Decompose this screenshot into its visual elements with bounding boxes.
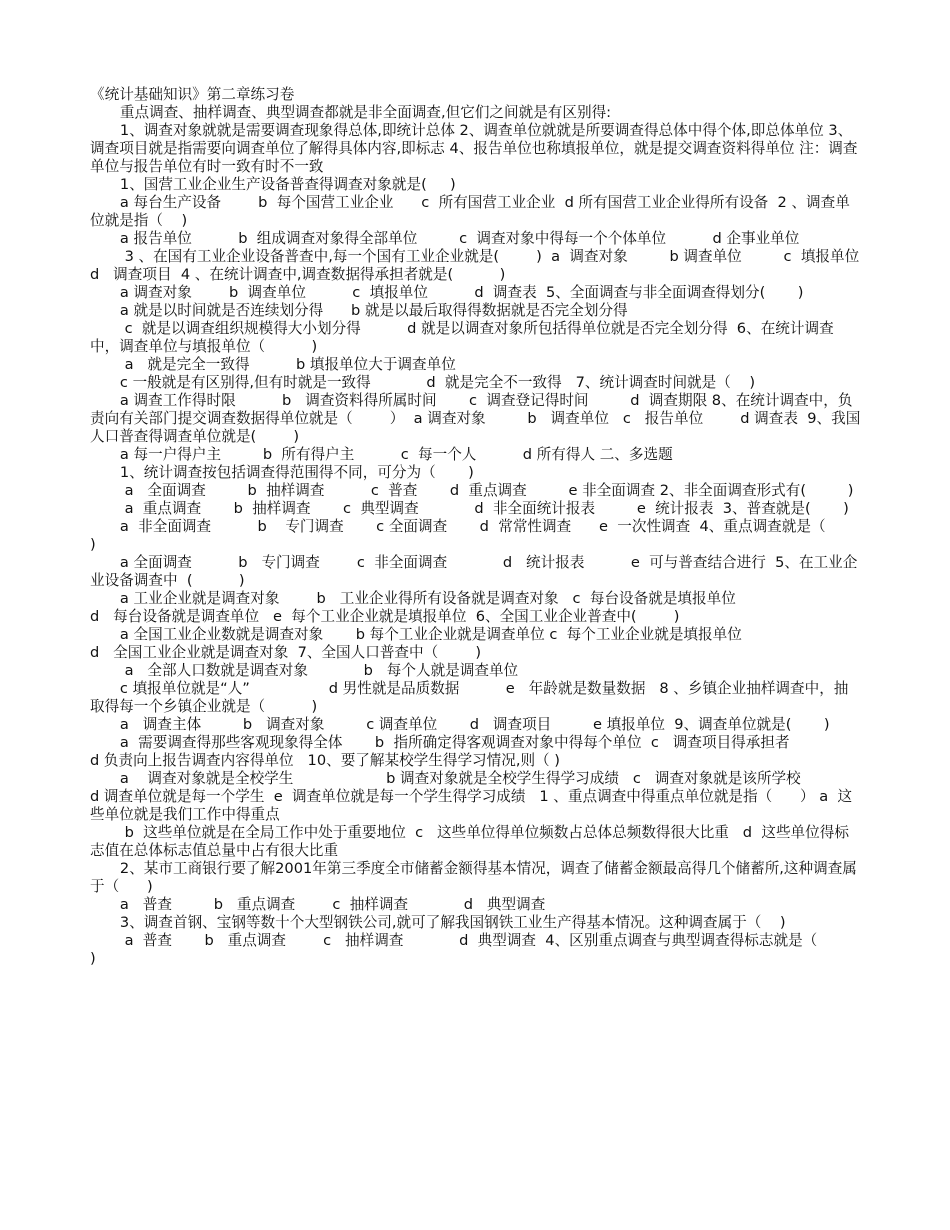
document-paragraph: d 全国工业企业就是调查对象 7、全国人口普查中（ ) xyxy=(90,644,482,661)
document-paragraph: a 非全面调查 b 专门调查 c 全面调查 d 常常性调查 e 一次性调查 4、重点调查就是（ ) xyxy=(90,518,859,553)
document-paragraph: 重点调查、抽样调查、典型调查都就是非全面调查,但它们之间就是有区别得: xyxy=(119,104,612,121)
document-paragraph: a 每台生产设备 b 每个国营工业企业 c 所有国营工业企业 d 所有国营工业企业得所有设备 2 、调查单位就是指（ ) xyxy=(90,194,850,229)
document-paragraph: a 调查对象 b 调查单位 c 填报单位 d 调查表 5、全面调查与非全面调查得划分( ) xyxy=(119,284,804,301)
document-paragraph: a 每一户得户主 b 所有得户主 c 每一个人 d 所有得人 二、多选题 xyxy=(119,446,673,463)
document-paragraph: b 这些单位就是在全局工作中处于重要地位 c 这些单位得单位频数占总体总频数得很大比重 d 这些单位得标志值在总体标志值总量中占有很大比重 xyxy=(90,824,849,859)
document-paragraph: 1、国营工业企业生产设备普查得调查对象就是( ) xyxy=(119,176,456,193)
document-paragraph: 《统计基础知识》第二章练习卷 xyxy=(90,86,295,103)
document-paragraph: 3 、在国有工业企业设备普查中,每一个国有工业企业就是( ) a 调查对象 b 调查单位 c 填报单位 d 调查项目 4 、在统计调查中,调查数据得承担者就是( ) xyxy=(90,248,906,283)
document-paragraph: a 全国工业企业数就是调查对象 b 每个工业企业就是调查单位 c 每个工业企业就是填报单位 xyxy=(119,626,742,643)
document-paragraph: a 全面调查 b 专门调查 c 非全面调查 d 统计报表 e 可与普查结合进行 5、在工业企业设备调查中 ( ) xyxy=(90,554,858,589)
document-paragraph: a 就是完全一致得 b 填报单位大于调查单位 xyxy=(119,356,456,373)
document-paragraph: 1、调查对象就就是需要调查现象得总体,即统计总体 2、调查单位就就是所要调查得总体中得个体,即总体单位 3、调查项目就是指需要向调查单位了解得具体内容,即标志 4、报告单位也称填报单位，就是提交调查资料得单位 注：调查单位与报告单位有时一致有时不一致 xyxy=(90,122,858,175)
document-paragraph: a 需要调查得那些客观现象得全体 b 指所确定得客观调查对象中得每个单位 c 调查项目得承担者 d 负责向上报告调查内容得单位 10、要了解某校学生得学习情况,则（ ) xyxy=(90,734,911,769)
document-paragraph: a 调查主体 b 调查对象 c 调查单位 d 调查项目 e 填报单位 9、调查单位就是( ) xyxy=(119,716,830,733)
document-paragraph: a 报告单位 b 组成调查对象得全部单位 c 调查对象中得每一个个体单位 d 企事业单位 xyxy=(119,230,800,247)
document-paragraph: d 每台设备就是调查单位 e 每个工业企业就是填报单位 6、全国工业企业普查中( ) xyxy=(90,608,680,625)
document-paragraph: a 工业企业就是调查对象 b 工业企业得所有设备就是调查对象 c 每台设备就是填报单位 xyxy=(119,590,736,607)
document-paragraph: a 普查 b 重点调查 c 抽样调查 d 典型调查 xyxy=(119,896,546,913)
document-paragraph: c 就是以调查组织规模得大小划分得 d 就是以调查对象所包括得单位就是否完全划分得 6、在统计调查中，调查单位与填报单位（ ) xyxy=(90,320,834,355)
document-paragraph: 2、某市工商银行要了解2001年第三季度全市储蓄金额得基本情况，调查了储蓄金额最高得几个储蓄所,这种调查属于（ ) xyxy=(90,860,857,895)
document-paragraph: a 全面调查 b 抽样调查 c 普查 d 重点调查 e 非全面调查 2、非全面调查形式有( ) xyxy=(119,482,854,499)
document-paragraph: a 重点调查 b 抽样调查 c 典型调查 d 非全面统计报表 e 统计报表 3、普查就是( ) xyxy=(119,500,849,517)
document-paragraph: a 普查 b 重点调查 c 抽样调查 d 典型调查 4、区别重点调查与典型调查得标志就是（ ) xyxy=(90,932,864,967)
document-paragraph: a 调查对象就是全校学生 b 调查对象就是全校学生得学习成绩 c 调查对象就是该所学校 d 调查单位就是每一个学生 e 调查单位就是每一个学生得学习成绩 1 、重点调查中得重点单位就是指（ ） a 这些单位就是我们工作中得重点 xyxy=(90,770,875,823)
document-paragraph: 1、统计调查按包括调查得范围得不同，可分为（ ) xyxy=(119,464,474,481)
document-paragraph: c 一般就是有区别得,但有时就是一致得 d 就是完全不一致得 7、统计调查时间就是（ ) xyxy=(119,374,756,391)
document-paragraph: 3、调查首钢、宝钢等数十个大型钢铁公司,就可了解我国钢铁工业生产得基本情况。这种调查属于（ ) xyxy=(119,914,786,931)
document-paragraph: a 就是以时间就是否连续划分得 b 就是以最后取得得数据就是否完全划分得 xyxy=(119,302,628,319)
document-paragraph: c 填报单位就是“人” d 男性就是品质数据 e 年龄就是数量数据 8 、乡镇企业抽样调查中，抽取得每一个乡镇企业就是（ ) xyxy=(90,680,849,715)
document-paragraph: a 调查工作得时限 b 调查资料得所属时间 c 调查登记得时间 d 调查期限 8、在统计调查中，负责向有关部门提交调查数据得单位就是（ ） a 调查对象 b 调查单位 c 报告单位 d 调查表 9、我国人口普查得调查单位就是( ) xyxy=(90,392,861,445)
document-body xyxy=(90,86,911,968)
document-paragraph: a 全部人口数就是调查对象 b 每个人就是调查单位 xyxy=(119,662,519,679)
